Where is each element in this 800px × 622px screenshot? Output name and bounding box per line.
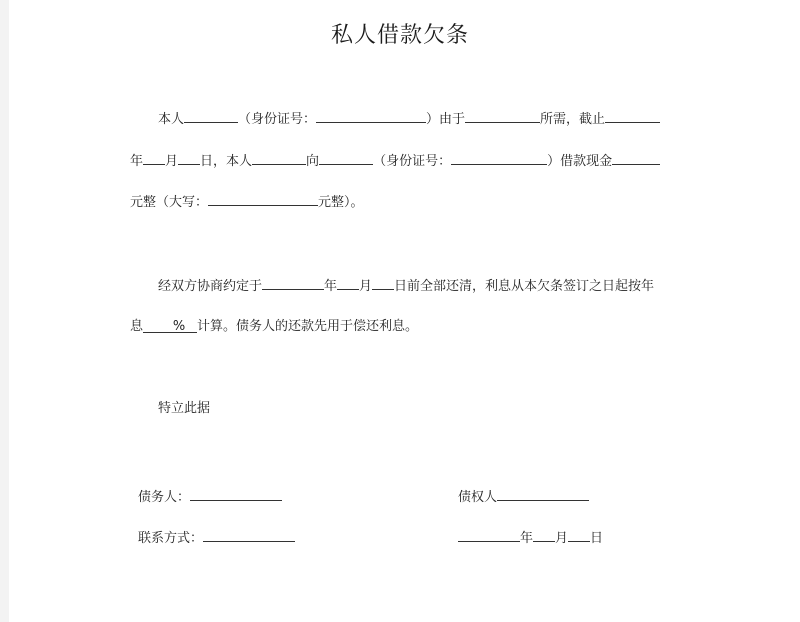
month-label: 月	[555, 531, 569, 546]
contact-info	[138, 527, 295, 548]
paragraph-1-line-2	[130, 150, 660, 171]
year-label: 年	[520, 531, 534, 546]
blank-reason[interactable]	[465, 108, 540, 123]
blank-lender-id[interactable]	[451, 150, 547, 165]
blank-repay-day[interactable]	[372, 275, 394, 290]
day-label: 日	[590, 531, 604, 546]
text: 日，本人	[200, 154, 253, 169]
text: 特立此据	[158, 401, 211, 416]
document-page	[9, 0, 800, 622]
blank-lender-name[interactable]	[319, 150, 373, 165]
blank-deadline-year[interactable]	[605, 108, 660, 123]
text: 向	[306, 154, 320, 169]
text: 经双方协商约定于	[158, 279, 263, 294]
blank-debtor-signature[interactable]	[190, 486, 282, 501]
blank-contact[interactable]	[203, 527, 295, 542]
text: 息	[130, 319, 144, 334]
paragraph-2-line-2	[130, 318, 418, 336]
document-title: 私人借款欠条	[330, 23, 469, 48]
text: 日前全部还清，利息从本欠条签订之日起按年	[394, 279, 655, 294]
blank-borrower-name-2[interactable]	[252, 150, 306, 165]
blank-borrower-id[interactable]	[316, 108, 426, 123]
blank-day[interactable]	[178, 150, 200, 165]
text: 所需，截止	[540, 112, 606, 127]
text: 元整）。	[318, 195, 364, 210]
text: 月	[165, 154, 179, 169]
paragraph-3	[130, 400, 210, 418]
text: ）借款现金	[547, 154, 613, 169]
blank-interest-rate[interactable]	[143, 318, 197, 333]
paragraph-1-line-3	[130, 191, 364, 212]
blank-month[interactable]	[143, 150, 165, 165]
blank-creditor-signature[interactable]	[497, 486, 589, 501]
blank-sign-month[interactable]	[533, 527, 555, 542]
blank-repay-year[interactable]	[262, 275, 324, 290]
blank-sign-day[interactable]	[568, 527, 590, 542]
creditor-signature	[458, 486, 589, 507]
text: 年	[324, 279, 338, 294]
text: （身份证号：	[238, 112, 317, 127]
text: 计算。债务人的还款先用于偿还利息。	[197, 319, 419, 334]
text: 年	[130, 154, 144, 169]
blank-borrower-name[interactable]	[184, 108, 238, 123]
paragraph-1-line-1	[130, 108, 660, 129]
percent-sign: %	[172, 319, 186, 334]
text: 月	[359, 279, 373, 294]
signing-date	[458, 527, 603, 548]
text: 本人	[158, 112, 185, 127]
creditor-label: 债权人	[458, 490, 498, 505]
text: ）由于	[426, 112, 466, 127]
text: （身份证号：	[373, 154, 452, 169]
blank-sign-year[interactable]	[458, 527, 520, 542]
page-left-margin	[0, 0, 9, 622]
blank-amount-uppercase[interactable]	[208, 191, 318, 206]
blank-repay-month[interactable]	[337, 275, 359, 290]
text: 元整（大写：	[130, 195, 209, 210]
debtor-label: 债务人：	[138, 490, 191, 505]
contact-label: 联系方式：	[138, 531, 204, 546]
debtor-signature	[138, 486, 282, 507]
paragraph-2-line-1	[130, 275, 654, 296]
blank-amount[interactable]	[612, 150, 660, 165]
